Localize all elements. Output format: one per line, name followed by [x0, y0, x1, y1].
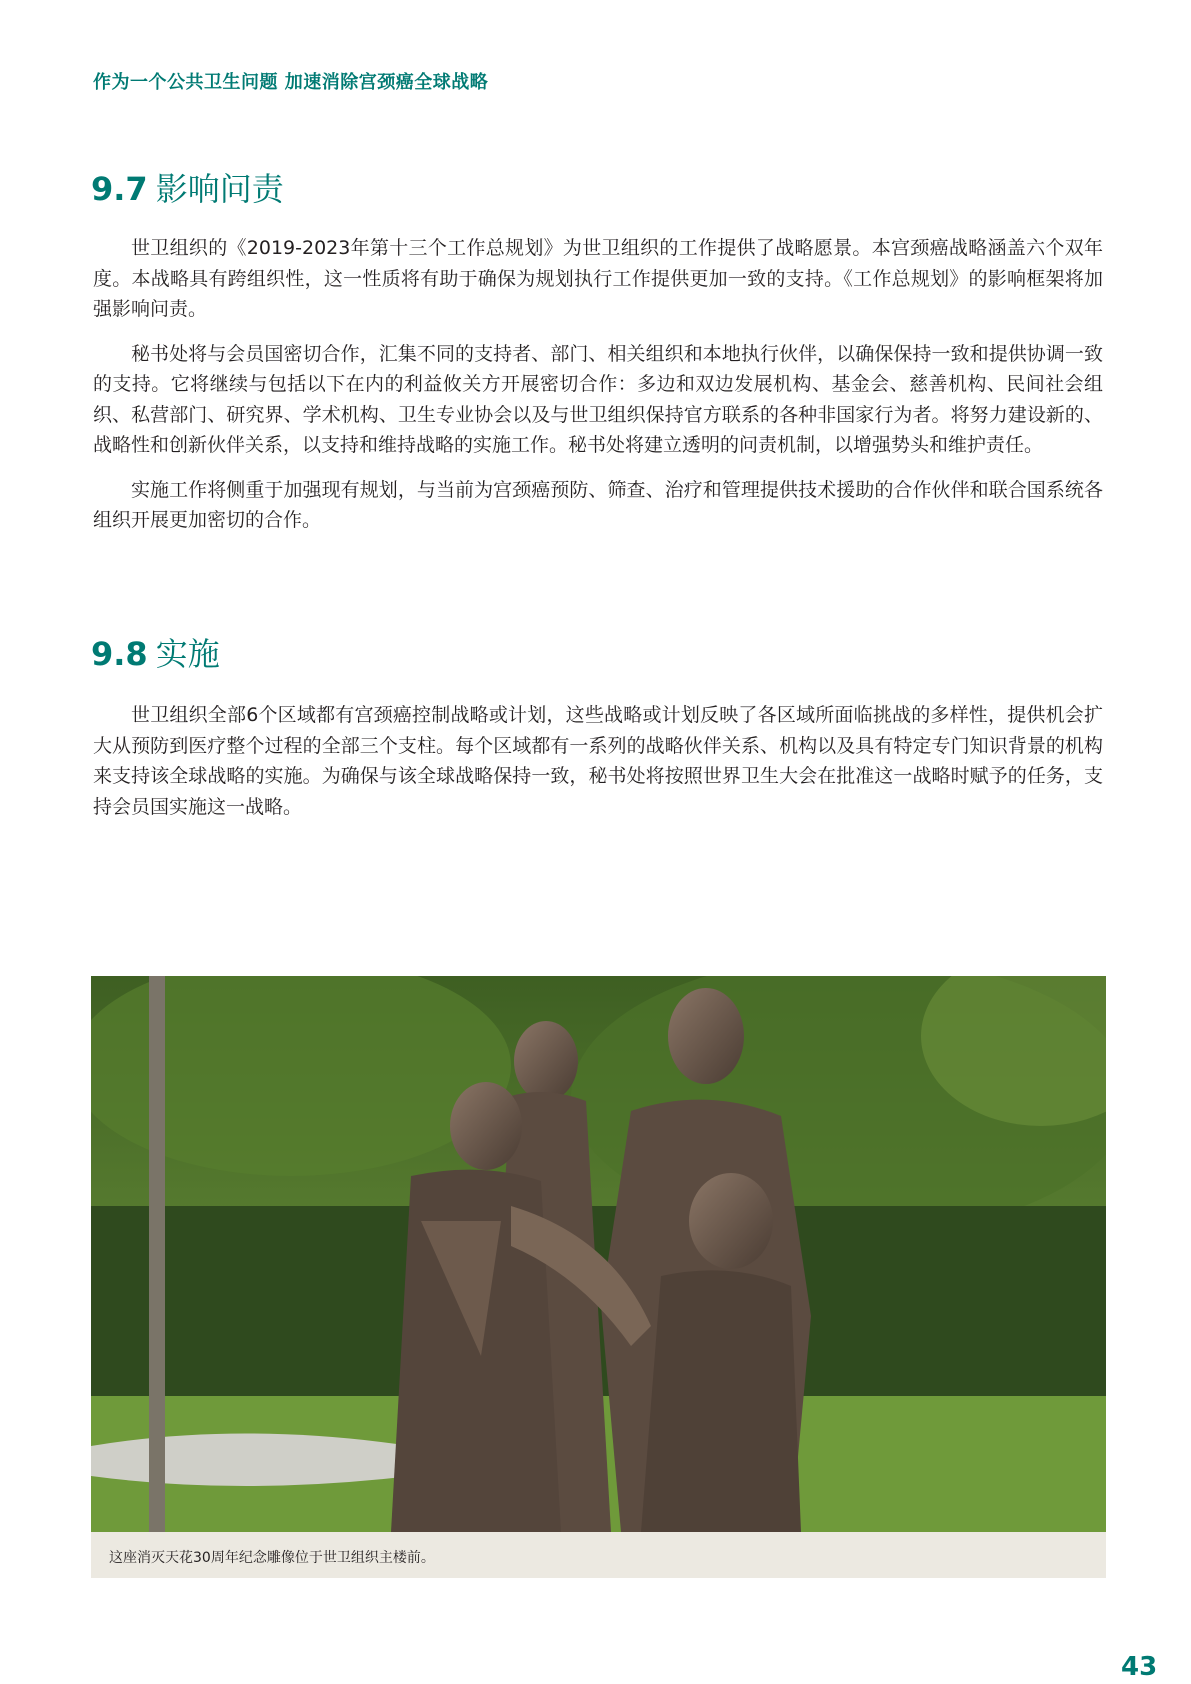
figure: [91, 976, 1106, 1578]
figure-caption: 这座消灭天花30周年纪念雕像位于世卫组织主楼前。: [109, 1550, 435, 1566]
paragraph: 秘书处将与会员国密切合作，汇集不同的支持者、部门、相关组织和本地执行伙伴，以确保保持一致和提供协调一致的支持。它将继续与包括以下在内的利益攸关方开展密切合作：多边和双边发展机构、基金会、慈善机构、民间社会组织、私营部门、研究界、学术机构、卫生专业协会以及与世卫组织保持官方联系的各种非国家行为者。将努力建设新的、战略性和创新伙伴关系，以支持和维持战略的实施工作。秘书处将建立透明的问责机制，以增强势头和维护责任。: [93, 342, 1103, 456]
section-heading-9-7: [91, 164, 284, 210]
page-number: 43: [1121, 1652, 1158, 1682]
section-number: 9.8: [91, 635, 148, 673]
statue-photo: [91, 976, 1106, 1532]
paragraph: 实施工作将侧重于加强现有规划，与当前为宫颈癌预防、筛查、治疗和管理提供技术援助的合作伙伴和联合国系统各组织开展更加密切的合作。: [93, 478, 1103, 531]
section-body-9-8: [93, 700, 1103, 836]
path: [91, 1434, 411, 1487]
tree-trunk: [149, 976, 165, 1532]
section-title: 实施: [155, 635, 220, 673]
section-heading-9-8: [91, 629, 220, 675]
running-header: 作为一个公共卫生问题 加速消除宫颈癌全球战略: [93, 72, 489, 93]
section-number: 9.7: [91, 170, 148, 208]
paragraph: 世卫组织全部6个区域都有宫颈癌控制战略或计划，这些战略或计划反映了各区域所面临挑战的多样性，提供机会扩大从预防到医疗整个过程的全部三个支柱。每个区域都有一系列的战略伙伴关系、机构以及具有特定专门知识背景的机构来支持该全球战略的实施。为确保与该全球战略保持一致，秘书处将按照世界卫生大会在批准这一战略时赋予的任务，支持会员国实施这一战略。: [93, 704, 1103, 818]
section-body-9-7: [93, 233, 1103, 550]
paragraph: 世卫组织的《2019-2023年第十三个工作总规划》为世卫组织的工作提供了战略愿景。本宫颈癌战略涵盖六个双年度。本战略具有跨组织性，这一性质将有助于确保为规划执行工作提供更加一致的支持。《工作总规划》的影响框架将加强影响问责。: [93, 237, 1103, 320]
section-title: 影响问责: [155, 170, 284, 208]
